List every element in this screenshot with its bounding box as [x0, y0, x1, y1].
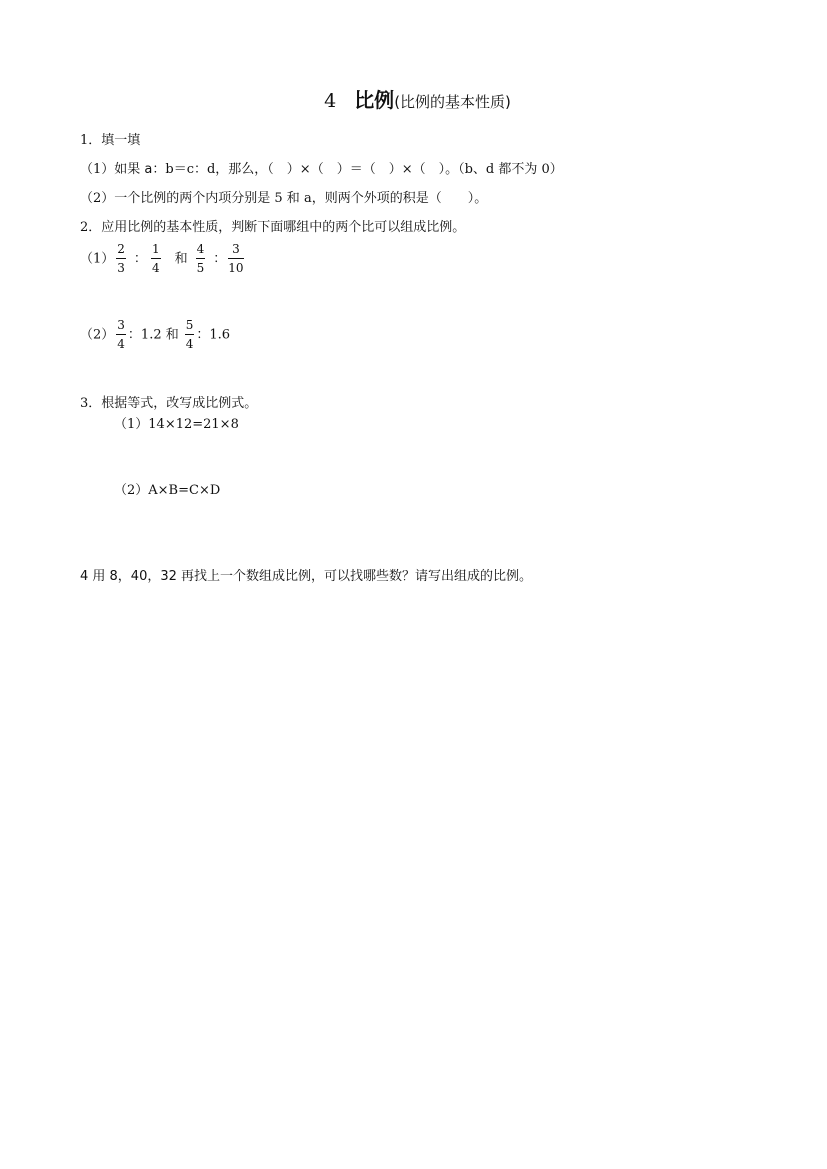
denominator: 10	[228, 261, 244, 276]
denominator: 3	[117, 261, 125, 276]
q2-item1-label: （1）	[80, 251, 115, 267]
numerator: 5	[185, 319, 195, 335]
q2-item2-mid2: ：1.6	[196, 327, 231, 343]
and-word: 和	[174, 251, 188, 267]
numerator: 4	[196, 243, 206, 259]
fraction	[116, 319, 126, 351]
q4-text: 4 用 8，40，32 再找上一个数组成比例，可以找哪些数？请写出组成的比例。	[80, 569, 533, 584]
fraction	[116, 243, 126, 275]
fraction	[228, 243, 243, 275]
q3-item2: （2）A×B=C×D	[114, 483, 221, 498]
q2-item1	[80, 243, 246, 275]
q1-item1-prefix: （1）如果	[80, 162, 145, 177]
title-main: 比例	[354, 88, 395, 112]
q2-heading: 2．应用比例的基本性质，判断下面哪组中的两个比可以组成比例。	[80, 220, 466, 235]
ratio-colon: ：	[213, 251, 227, 267]
lesson-number: 4	[324, 90, 337, 112]
q1-item1-var-a: a	[144, 162, 153, 177]
page-title	[0, 90, 827, 111]
denominator: 4	[185, 337, 194, 352]
numerator: 1	[151, 243, 161, 259]
q1-item2: （2）一个比例的两个内项分别是 5 和 a，则两个外项的积是（ ）。	[80, 191, 488, 206]
denominator: 4	[117, 337, 125, 352]
denominator: 5	[196, 261, 205, 276]
fraction	[185, 319, 195, 351]
q1-item1-rest: ：b＝c：d，那么，（ ）×（ ）＝（ ）×（ ）。（b、d 都不为 0）	[152, 162, 563, 177]
fraction	[196, 243, 206, 275]
q3-heading: 3．根据等式，改写成比例式。	[80, 396, 258, 411]
numerator: 2	[116, 243, 126, 259]
q1-item1	[80, 163, 563, 176]
q2-item2-label: （2）	[80, 327, 115, 343]
q3-item1: （1）14×12=21×8	[114, 417, 239, 432]
numerator: 3	[228, 243, 243, 259]
q2-item2	[80, 319, 230, 351]
q1-heading: 1．填一填	[80, 133, 141, 148]
ratio-colon: ：	[133, 251, 147, 267]
numerator: 3	[116, 319, 126, 335]
fraction	[151, 243, 161, 275]
denominator: 4	[151, 261, 160, 276]
title-sub: (比例的基本性质)	[394, 93, 511, 111]
q2-item2-mid1: ：1.2 和	[127, 327, 179, 343]
